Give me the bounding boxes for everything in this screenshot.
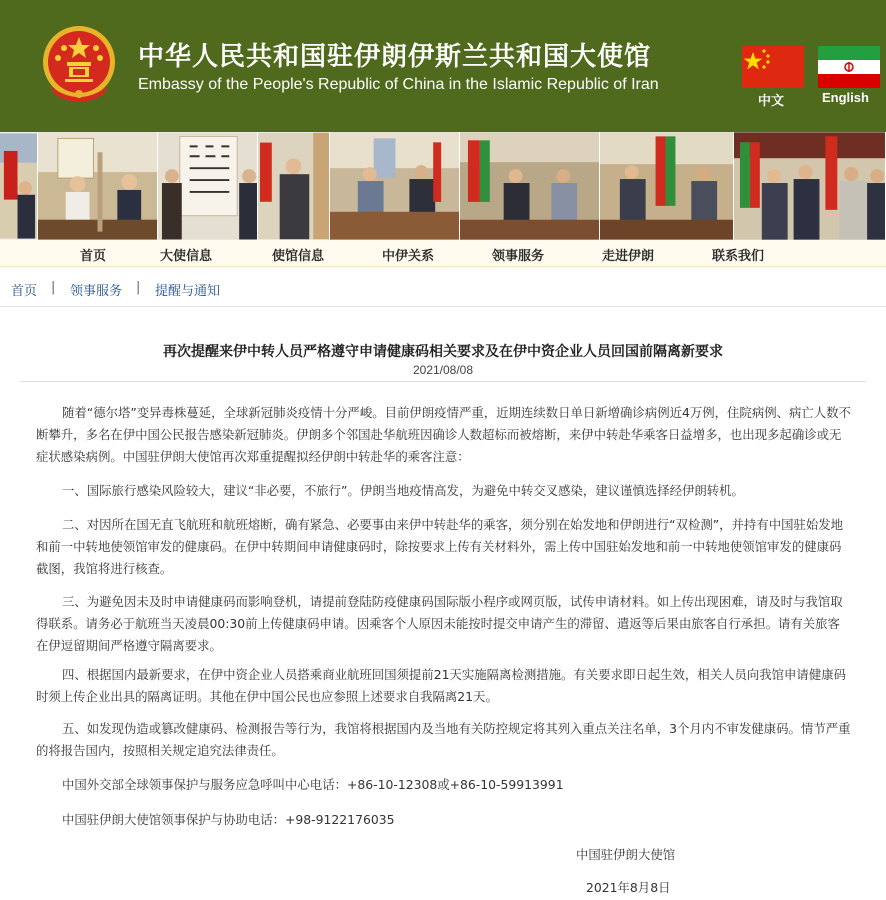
nav-about-iran[interactable]: 走进伊朗 [602, 249, 655, 264]
article-paragraph: 三、为避免因未及时申请健康码而影响登机，请提前登陆防疫健康码国际版小程序或网页版，试传申请材料。如上传出现困难，请及时与我馆取得联系。请务必于航班当天凌晨00:30前上传健康码申请。因乘客个人原因未能按时提交申请产生的滞留、遣返等后果由旅客自行承担。请有关旅客在伊逗留期间严格遵守隔离要求。 [36, 594, 843, 653]
article-paragraph: 四、根据国内最新要求，在伊中资企业人员搭乘商业航班回国须提前21天实施隔离检测措施。有关要求即日起生效，相关人员向我馆申请健康码时须上传企业出具的隔离证明。其他在伊中国公民也应参照上述要求自我隔离21天。 [36, 667, 846, 704]
breadcrumb [0, 266, 886, 307]
banner-photo [734, 132, 886, 240]
iran-flag-icon[interactable] [818, 46, 880, 88]
nav-contact[interactable]: 联系我们 [712, 249, 765, 264]
article-date: 2021/08/08 [412, 363, 474, 377]
article-signature: 中国驻伊朗大使馆 [576, 847, 676, 862]
article-paragraph: 一、国际旅行感染风险较大，建议“非必要，不旅行”。伊朗当地疫情高发，为避免中转交叉感染，建议谨慎选择经伊朗转机。 [62, 483, 744, 498]
site-title-en: Embassy of the People's Republic of China in the Islamic Republic of Iran [138, 76, 659, 93]
banner-photo [258, 132, 330, 240]
article-signature-date: 2021年8月8日 [586, 880, 671, 895]
nav-ambassador[interactable]: 大使信息 [160, 249, 213, 264]
breadcrumb-separator: | [136, 280, 141, 295]
nav-china-iran-relations[interactable]: 中伊关系 [382, 249, 435, 264]
breadcrumb-separator: | [51, 280, 56, 295]
breadcrumb-consular[interactable]: 领事服务 [70, 284, 123, 299]
banner-photo [330, 132, 460, 240]
nav-embassy-info[interactable]: 使馆信息 [272, 249, 325, 264]
banner-photo [460, 132, 600, 240]
hotline-global: 中国外交部全球领事保护与服务应急呼叫中心电话：+86-10-12308或+86-10-59913991 [62, 777, 564, 792]
article-paragraph: 二、对因所在国无直飞航班和航班熔断，确有紧急、必要事由来伊中转赴华的乘客，须分别在始发地和伊朗进行“双检测”，并持有中国驻始发地和前一中转地使领馆审发的健康码。在伊中转期间申请健康码时，除按要求上传有关材料外，需上传中国驻始发地和前一中转地使领馆审发的健康码截图，我馆将进行核查。 [36, 517, 844, 576]
divider [20, 381, 866, 382]
lang-switch-cn[interactable]: 中文 [758, 93, 785, 108]
banner-photo [158, 132, 258, 240]
nav-home[interactable]: 首页 [80, 249, 107, 264]
article-title: 再次提醒来伊中转人员严格遵守申请健康码相关要求及在伊中资企业人员回国前隔离新要求 [163, 344, 723, 360]
breadcrumb-notices[interactable]: 提醒与通知 [155, 284, 221, 299]
article-paragraph: 随着“德尔塔”变异毒株蔓延，全球新冠肺炎疫情十分严峻。目前伊朗疫情严重，近期连续数日单日新增确诊病例近4万例，住院病例、病亡人数不断攀升，多名在伊中国公民报告感染新冠肺炎。伊朗多个邻国赴华航班因确诊人数超标而被熔断，来伊中转赴华乘客日益增多，也出现多起确诊或无症状感染病例。中国驻伊朗大使馆再次郑重提醒拟经伊朗中转赴华的乘客注意： [36, 405, 851, 464]
banner-photo [0, 132, 38, 240]
china-flag-icon[interactable] [742, 46, 804, 88]
site-header [0, 0, 886, 132]
site-title-cn: 中华人民共和国驻伊朗伊斯兰共和国大使馆 [138, 42, 652, 72]
article-paragraph: 五、如发现伪造或篡改健康码、检测报告等行为，我馆将根据国内及当地有关防控规定将其列入重点关注名单，3个月内不审发健康码。情节严重的将报告国内，按照相关规定追究法律责任。 [36, 721, 851, 758]
lang-switch-en[interactable]: English [822, 90, 869, 105]
banner-photo [38, 132, 158, 240]
nav-consular-services[interactable]: 领事服务 [492, 249, 545, 264]
photo-banner [0, 132, 886, 240]
national-emblem-icon [40, 24, 118, 104]
hotline-embassy: 中国驻伊朗大使馆领事保护与协助电话：+98-9122176035 [62, 812, 395, 827]
main-nav [0, 240, 886, 267]
breadcrumb-home[interactable]: 首页 [11, 284, 38, 299]
banner-photo [600, 132, 734, 240]
